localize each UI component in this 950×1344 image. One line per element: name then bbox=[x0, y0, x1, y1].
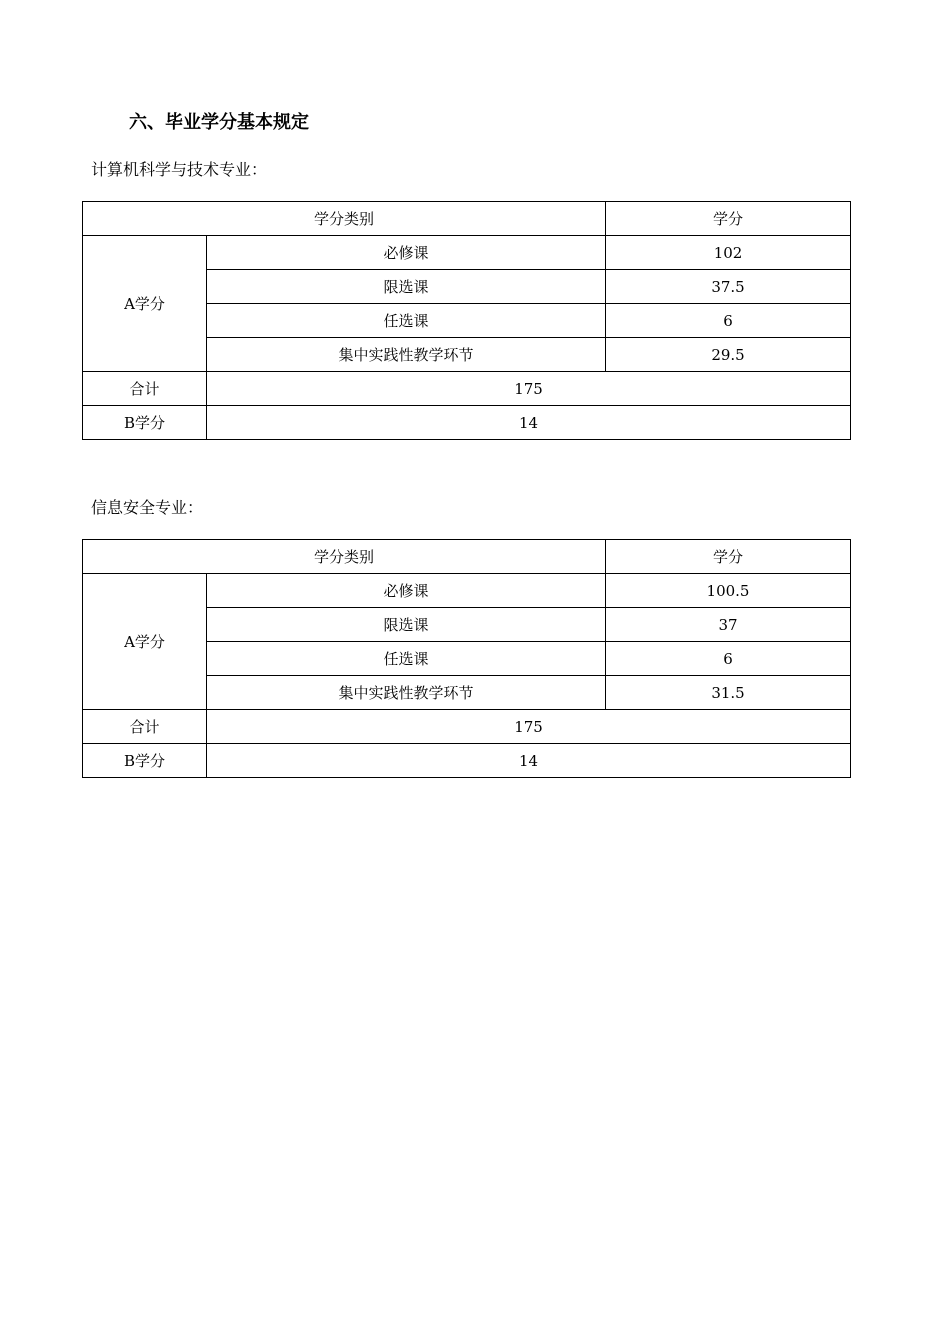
table-header-row bbox=[83, 202, 851, 236]
course-credit-cell: 37 bbox=[606, 608, 851, 642]
course-name-cell: 必修课 bbox=[207, 236, 606, 270]
total-value-cell: 175 bbox=[207, 710, 851, 744]
table-row bbox=[83, 574, 851, 608]
course-name-cell: 任选课 bbox=[207, 642, 606, 676]
b-credit-label-cell: B学分 bbox=[83, 406, 207, 440]
header-category-cell: 学分类别 bbox=[83, 202, 606, 236]
total-label-cell: 合计 bbox=[83, 372, 207, 406]
b-credit-label-cell: B学分 bbox=[83, 744, 207, 778]
course-credit-cell: 6 bbox=[606, 642, 851, 676]
course-name-cell: 集中实践性教学环节 bbox=[207, 338, 606, 372]
major-title-infosec: 信息安全专业： bbox=[91, 498, 204, 517]
course-name-cell: 任选课 bbox=[207, 304, 606, 338]
course-name-cell: 必修课 bbox=[207, 574, 606, 608]
header-category-cell: 学分类别 bbox=[83, 540, 606, 574]
table-row bbox=[83, 236, 851, 270]
header-credits-cell: 学分 bbox=[606, 540, 851, 574]
section-heading: 六、毕业学分基本规定 bbox=[129, 112, 309, 133]
course-credit-cell: 100.5 bbox=[606, 574, 851, 608]
b-credit-row bbox=[83, 744, 851, 778]
course-credit-cell: 6 bbox=[606, 304, 851, 338]
table-header-row bbox=[83, 540, 851, 574]
b-credit-value-cell: 14 bbox=[207, 406, 851, 440]
course-credit-cell: 31.5 bbox=[606, 676, 851, 710]
total-value-cell: 175 bbox=[207, 372, 851, 406]
a-credit-label-cell: A学分 bbox=[83, 236, 207, 372]
a-credit-label-cell: A学分 bbox=[83, 574, 207, 710]
total-label-cell: 合计 bbox=[83, 710, 207, 744]
course-credit-cell: 37.5 bbox=[606, 270, 851, 304]
credit-table-cs bbox=[82, 201, 851, 440]
course-name-cell: 限选课 bbox=[207, 270, 606, 304]
total-row bbox=[83, 372, 851, 406]
course-credit-cell: 29.5 bbox=[606, 338, 851, 372]
b-credit-value-cell: 14 bbox=[207, 744, 851, 778]
major-title-cs: 计算机科学与技术专业： bbox=[91, 160, 268, 179]
total-row bbox=[83, 710, 851, 744]
b-credit-row bbox=[83, 406, 851, 440]
credit-table-infosec bbox=[82, 539, 851, 778]
course-credit-cell: 102 bbox=[606, 236, 851, 270]
course-name-cell: 限选课 bbox=[207, 608, 606, 642]
course-name-cell: 集中实践性教学环节 bbox=[207, 676, 606, 710]
header-credits-cell: 学分 bbox=[606, 202, 851, 236]
